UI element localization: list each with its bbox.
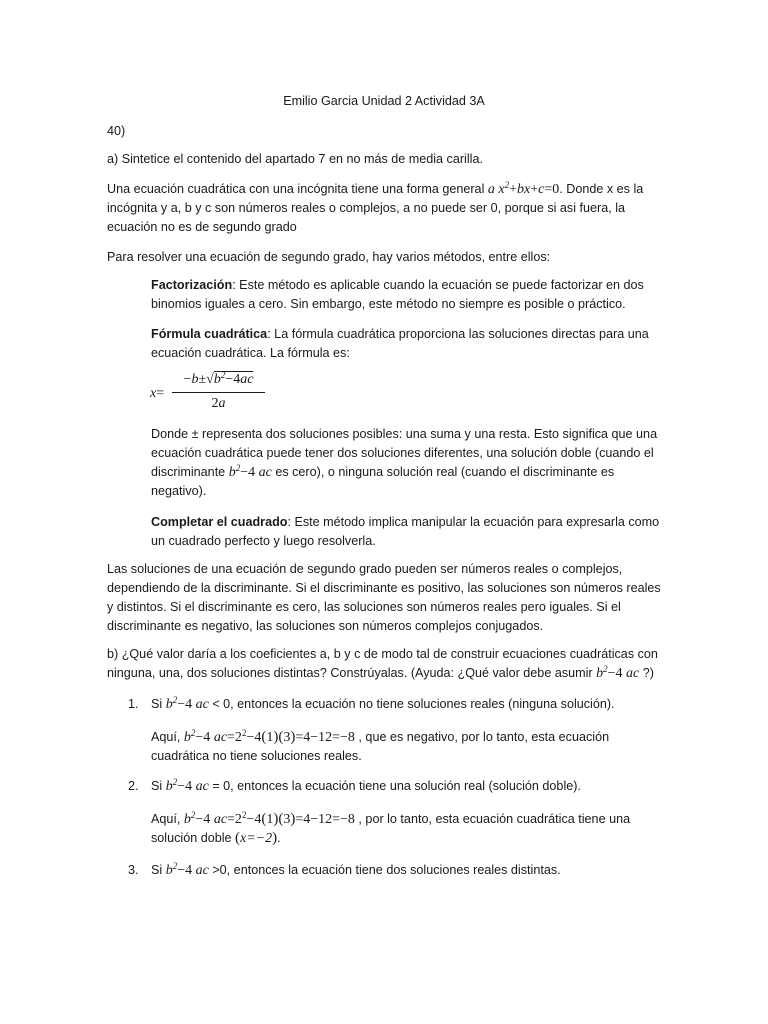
formula-denominator: 2a xyxy=(211,396,226,411)
discriminant-expression: $b^2-4$ ac xyxy=(165,777,209,794)
general-form-text: Una ecuación cuadrática con una incógnita tiene una forma general xyxy=(107,182,488,196)
list-item-condition xyxy=(151,777,667,796)
list-item-example xyxy=(151,810,667,848)
discriminant-text: Donde ± representa dos soluciones posibles: una suma y una resta. Esto significa que una ecuación cuadrática puede tener dos soluciones diferentes, una solución doble (cuando el discriminante xyxy=(151,427,658,479)
example-text: , que es negativo, por lo tanto, esta ecuación cuadrática no tiene soluciones reales. xyxy=(151,730,610,763)
example-text: , por lo tanto, esta ecuación cuadrática tiene una solución doble xyxy=(151,812,631,845)
discriminant-expression: $b^2-4$ ac xyxy=(165,695,209,712)
list-item-condition xyxy=(151,861,667,880)
factorization-paragraph xyxy=(151,276,667,314)
general-form-paragraph xyxy=(107,180,667,237)
part-b-prompt xyxy=(107,645,667,683)
general-form-text-after: . Donde x es la incógnita y a, b y c son números reales o complejos, a no puede ser 0, porque si asi fuera, la ecuación no es de segundo grado xyxy=(107,182,644,234)
completing-square-paragraph xyxy=(151,513,667,551)
part-a-prompt: a) Sintetice el contenido del apartado 7 en no más de media carilla. xyxy=(107,152,483,166)
formula-numerator: $-b\pm√b^2-4ac$ xyxy=(183,370,254,387)
condition-text: = 0, entonces la ecuación tiene una solución real (solución doble). xyxy=(208,779,581,793)
methods-intro: Para resolver una ecuación de segundo grado, hay varios métodos, entre ellos: xyxy=(107,250,551,264)
condition-text: < 0, entonces la ecuación no tiene soluciones reales (ninguna solución). xyxy=(208,697,615,711)
si-text: Si xyxy=(151,697,166,711)
discriminant-text-after: es cero), o ninguna solución real (cuando el discriminante es negativo). xyxy=(151,465,615,498)
example-computation: $b^2-4$ $ac=2^2-4(1)(3)=4-12=-8$ xyxy=(183,728,355,745)
discriminant-explanation xyxy=(151,425,667,501)
formula-lhs: x= xyxy=(150,386,165,401)
aqui-text: Aquí, xyxy=(151,812,184,826)
condition-text: >0, entonces la ecuación tiene dos soluciones reales distintas. xyxy=(208,863,561,877)
question-number: 40) xyxy=(107,124,126,138)
list-number: 3. xyxy=(128,863,139,877)
double-root: (x=−2) xyxy=(235,830,278,846)
formula-text: : La fórmula cuadrática proporciona las soluciones directas para una ecuación cuadrática. La fórmula es: xyxy=(151,327,649,360)
factorization-label: Factorización xyxy=(151,278,233,292)
discriminant-expression: $b^2-4$ ac xyxy=(165,861,209,878)
factorization-text: : Este método es aplicable cuando la ecuación se puede factorizar en dos binomios iguales a cero. Sin embargo, este método no siempre es posible o práctico. xyxy=(151,278,644,311)
part-b-text-after: ?) xyxy=(639,666,654,680)
formula-paragraph xyxy=(151,325,667,363)
si-text: Si xyxy=(151,863,166,877)
list-number: 1. xyxy=(128,697,139,711)
aqui-text: Aquí, xyxy=(151,730,184,744)
part-b-text: b) ¿Qué valor daría a los coeficientes a, b y c de modo tal de construir ecuaciones cuadráticas con ninguna, una, dos soluciones distintas? Constrúyalas. (Ayuda: ¿Qué valor debe asumir xyxy=(107,647,658,680)
list-item-example xyxy=(151,728,667,766)
fraction-bar xyxy=(172,392,265,393)
example-computation: $b^2-4$ $ac=2^2-4(1)(3)=4-12=-8$ xyxy=(183,810,355,827)
double-root-value: x=−2 xyxy=(240,831,273,846)
document-title: Emilio Garcia Unidad 2 Actividad 3A xyxy=(283,94,485,108)
formula-label: Fórmula cuadrática xyxy=(151,327,268,341)
period: . xyxy=(277,831,281,845)
solutions-summary: Las soluciones de una ecuación de segundo grado pueden ser números reales o complejos, dependiendo de la discriminante. Si el discriminante es positivo, las soluciones son números reales y distintos. Si el discriminante es cero, las soluciones son números reales pero iguales. Si el discriminante es negativo, las soluciones son números complejos conjugados. xyxy=(107,562,661,633)
list-number: 2. xyxy=(128,779,139,793)
si-text: Si xyxy=(151,779,166,793)
part-b-discriminant: $b^2-4$ ac xyxy=(596,664,640,681)
completing-square-text: : Este método implica manipular la ecuación para expresarla como un cuadrado perfecto y luego resolverla. xyxy=(151,515,660,548)
general-form-equation: a $x^2+bx+c=0$ xyxy=(487,180,560,197)
discriminant-expression: $b^2-4$ ac xyxy=(228,463,272,480)
completing-square-label: Completar el cuadrado xyxy=(151,515,288,529)
list-item-condition xyxy=(151,695,667,714)
